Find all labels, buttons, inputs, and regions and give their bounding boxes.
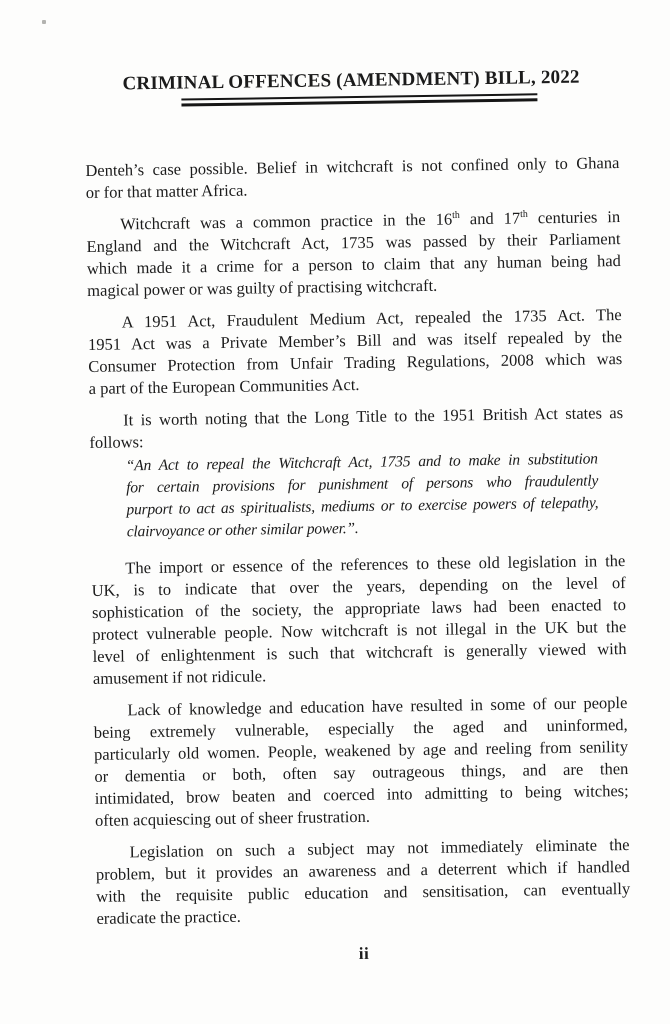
text-line: with the requisite public education and sensitisation, can eventually <box>96 878 631 906</box>
title-block <box>84 66 618 108</box>
text-line: Lack of knowledge and education have resulted in some of our people <box>127 693 628 720</box>
text-line: It is worth noting that the Long Title to the 1951 British Act states as <box>122 403 624 430</box>
text-line: Consumer Protection from Unfair Trading Regulations, 2008 which was <box>88 349 623 376</box>
text-line: for certain provisions for punishment of persons who fraudulently <box>126 472 599 497</box>
paragraph <box>86 206 621 302</box>
text-line: intimidated, brow beaten and coerced into admitting to being witches; <box>94 780 629 808</box>
text-line: magical power or was guilty of practising witchcraft. <box>87 275 438 300</box>
paragraph <box>88 304 623 400</box>
text-line: particularly old women. People, weakened by age and reeling from senility <box>93 737 629 764</box>
paragraph <box>91 550 627 690</box>
text-line: problem, but it provides an awareness and a deterrent which if handled <box>95 856 630 884</box>
text-line: 1951 Act was a Private Member’s Bill and was itself repealed by the <box>87 327 623 354</box>
text-line: level of enlightenment is such that witchcraft is generally viewed with <box>92 639 627 666</box>
text-line: The import or essence of the references to these old legislation in the <box>125 551 626 578</box>
text-segment: Witchcraft was a common practice in the 16 <box>120 209 453 234</box>
text-line: follows: <box>89 432 144 452</box>
text-line: eradicate the practice. <box>96 906 241 928</box>
page-number: ii <box>358 943 370 964</box>
paragraph <box>93 692 629 832</box>
superscript-ordinal: th <box>451 209 460 222</box>
page-content <box>84 66 631 968</box>
paragraph <box>89 402 624 454</box>
title-double-underline <box>181 93 537 106</box>
text-line: or dementia or both, often say outrageous things, and are then <box>94 759 629 786</box>
text-line: a part of the European Communities Act. <box>88 374 360 398</box>
text-line: A 1951 Act, Fraudulent Medium Act, repealed the 1735 Act. The <box>121 305 622 332</box>
text-line: England and the Witchcraft Act, 1735 was passed by their Parliament <box>86 229 621 256</box>
text-line: being extremely vulnerable, especially the aged and uninformed, <box>93 715 628 742</box>
text-line: clairvoyance or other similar power.”. <box>126 519 359 541</box>
text-line: protect vulnerable people. Now witchcraft is not illegal in the UK but the <box>92 617 627 644</box>
paragraph <box>95 834 630 930</box>
text-line: Legislation on such a subject may not immediately eliminate the <box>129 834 630 862</box>
text-segment: centuries in <box>527 207 621 228</box>
text-line: purport to act as spiritualists, mediums or to exercise powers of telepathy, <box>126 494 599 519</box>
text-line: Denteh’s case possible. Belief in witchcraft is not confined only to Ghana <box>85 153 620 180</box>
text-line: or for that matter Africa. <box>85 180 248 202</box>
paragraph <box>85 152 620 204</box>
text-line: amusement if not ridicule. <box>92 666 267 688</box>
text-line: often acquiescing out of sheer frustration. <box>94 806 371 830</box>
page-title: CRIMINAL OFFENCES (AMENDMENT) BILL, 2022 <box>122 66 580 95</box>
text-line: sophistication of the society, the appropriate laws had been enacted to <box>91 595 627 622</box>
scan-artifact-speck <box>42 20 46 24</box>
superscript-ordinal: th <box>519 208 528 221</box>
text-line: which made it a crime for a person to claim that any human being had <box>86 251 621 278</box>
text-segment: and 17 <box>459 208 521 229</box>
block-quote <box>126 448 599 543</box>
text-line: “An Act to repeal the Witchcraft Act, 1735 and to make in substitution <box>125 450 598 475</box>
text-line: UK, is to indicate that over the years, depending on the level of <box>91 573 626 600</box>
